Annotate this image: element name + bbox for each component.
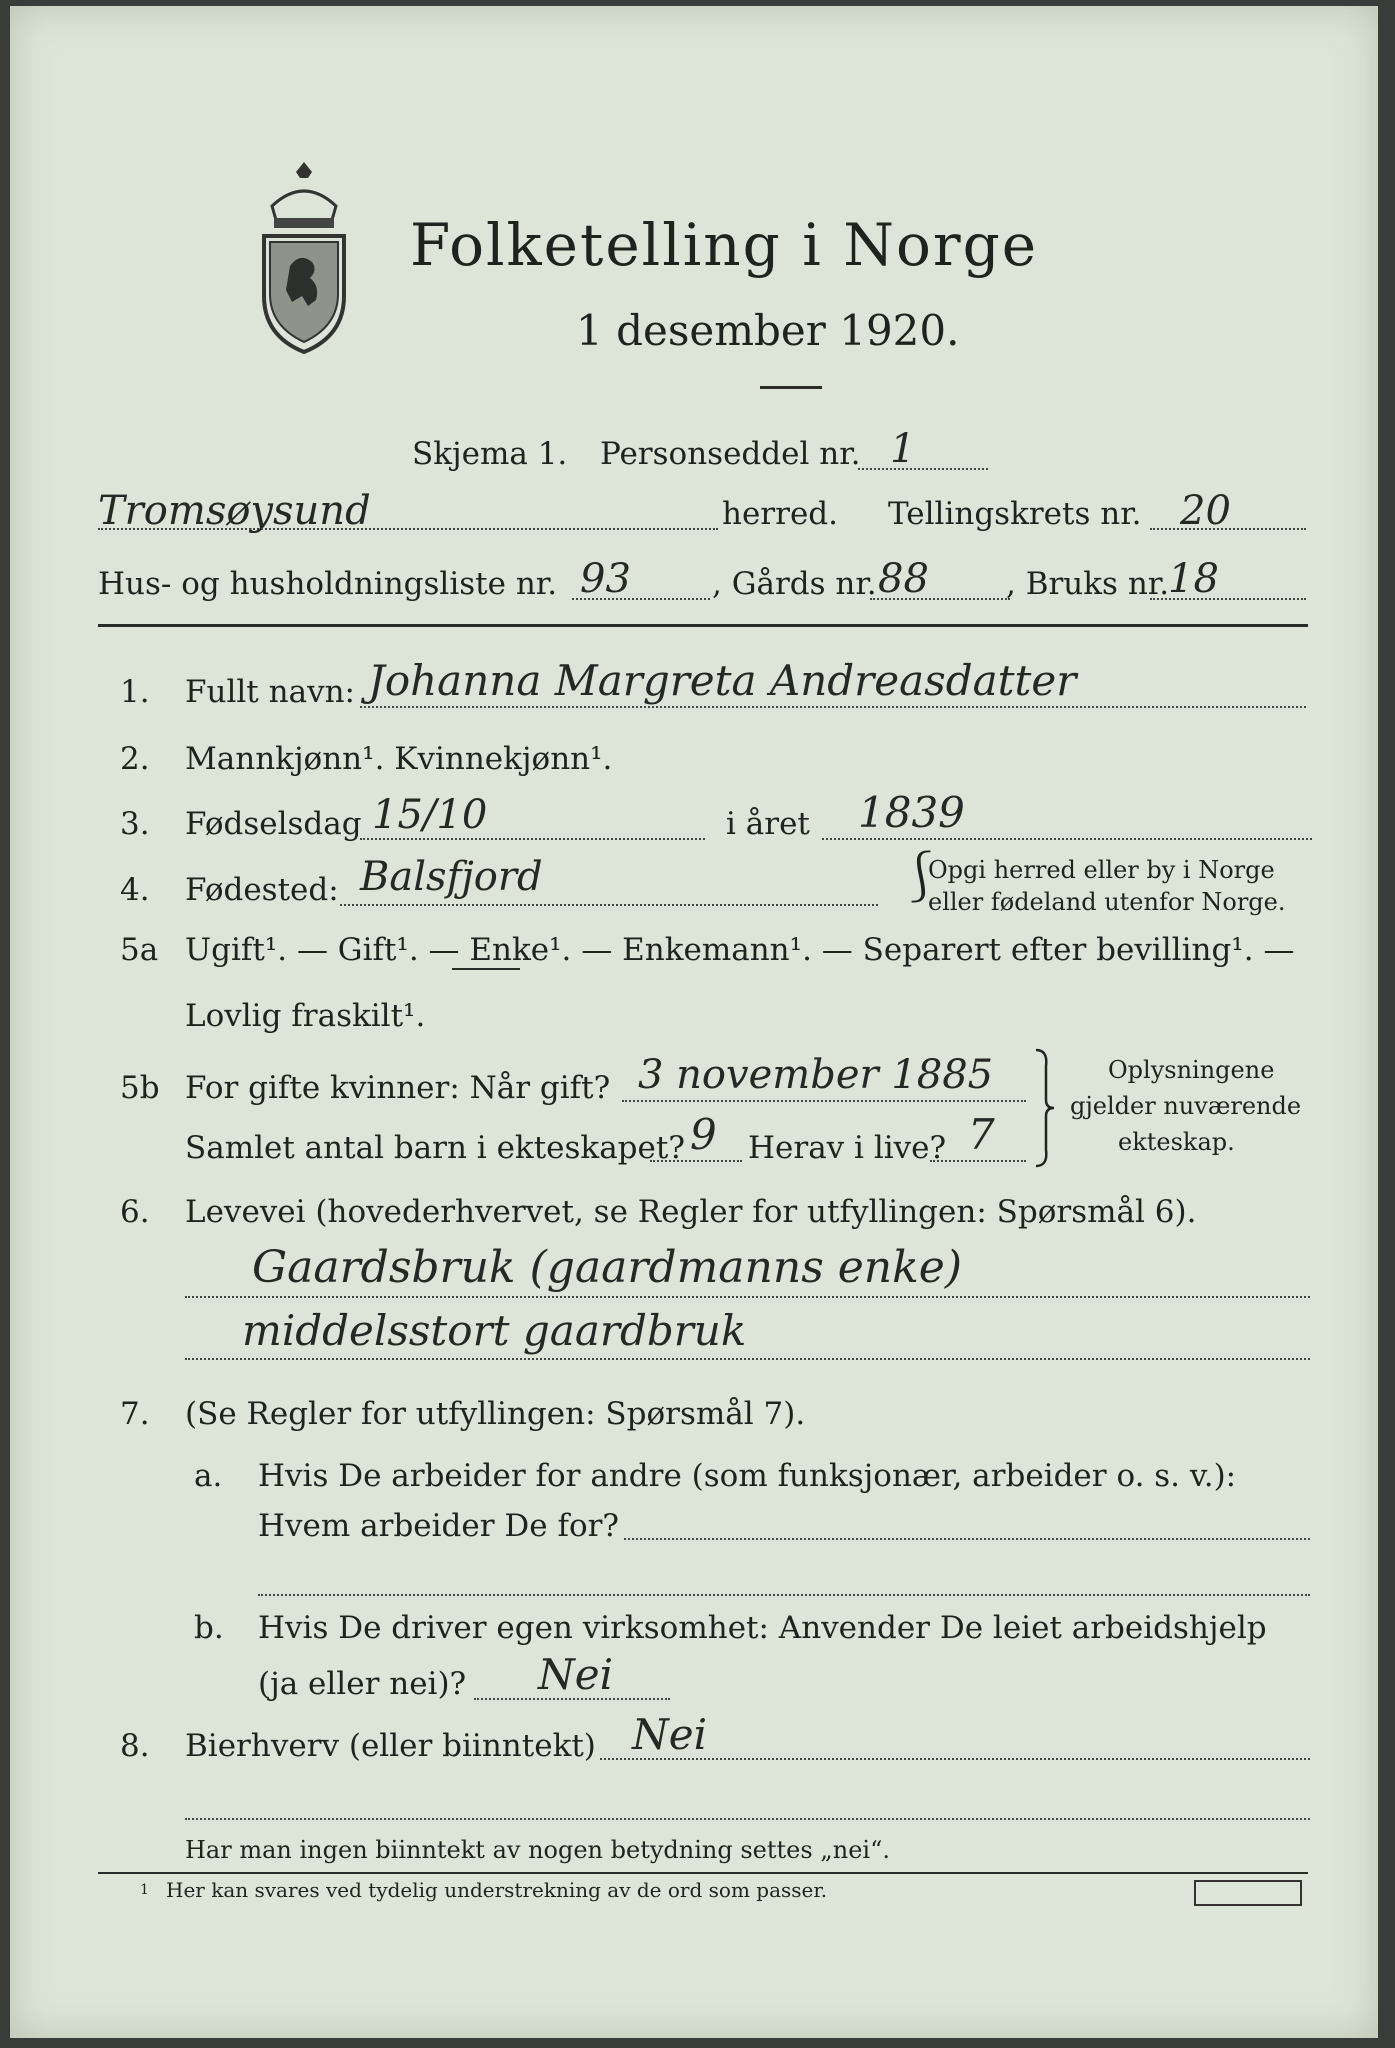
herred-value: Tromsøysund [98,488,371,534]
personseddel-value: 1 [890,426,916,472]
q1-field[interactable] [360,706,1306,708]
q5b-gift-value: 3 november 1885 [638,1052,994,1098]
hus-value: 93 [580,556,631,602]
q5b-ilive-field[interactable] [930,1160,1026,1162]
q5b-barn-field[interactable] [650,1160,742,1162]
footer-rule [98,1872,1308,1874]
q3-year-field[interactable] [822,838,1312,840]
q6-value-line-2: middelsstort gaardbruk [242,1306,747,1355]
q7-label: (Se Regler for utfyllingen: Spørsmål 7). [185,1396,806,1432]
q6-field-2[interactable] [185,1358,1310,1360]
q7a-field-2[interactable] [258,1594,1310,1596]
q5a-number: 5a [120,932,159,968]
herred-field[interactable] [98,528,718,530]
q8-field-2[interactable] [185,1818,1310,1820]
q3-year-label: i året [726,806,810,842]
q4-label: Fødested: [185,872,339,908]
q5b-number: 5b [120,1070,160,1106]
q4-brace: ⎰ [896,848,946,906]
q1-number: 1. [120,674,150,710]
q5b-note-1: Oplysningene [1108,1056,1275,1084]
form-title: Folketelling i Norge [410,211,1039,279]
q4-note-2: eller fødeland utenfor Norge. [928,888,1286,916]
q7b-value: Nei [538,1650,614,1699]
q3-field[interactable] [360,838,705,840]
gards-value: 88 [878,556,929,602]
q5a-line-1: Ugift¹. — Gift¹. — Enke¹. — Enkemann¹. — Separert efter bevilling¹. — [185,932,1295,968]
q5b-ilive-label: Herav i live? [748,1130,947,1166]
q4-value: Balsfjord [360,854,543,900]
form-date: 1 desember 1920. [576,306,960,355]
q4-field[interactable] [340,904,878,906]
tellingskrets-value: 20 [1180,488,1231,534]
q7-number: 7. [120,1396,150,1432]
q5b-gift-label: For gifte kvinner: Når gift? [185,1070,611,1106]
q6-number: 6. [120,1194,150,1230]
q7b-line-2: (ja eller nei)? [258,1666,467,1702]
printer-stamp [1194,1880,1302,1906]
hus-label: Hus- og husholdningsliste nr. [98,566,558,602]
q8-number: 8. [120,1728,150,1764]
q5a-line-2: Lovlig fraskilt¹. [185,998,426,1034]
header-rule [98,624,1308,627]
q7a-line-1: Hvis De arbeider for andre (som funksjonær, arbeider o. s. v.): [258,1458,1237,1494]
herred-label: herred. [722,496,838,532]
q7a-letter: a. [194,1458,223,1494]
footer-note: Har man ingen biinntekt av nogen betydning settes „nei“. [185,1836,890,1864]
q1-label: Fullt navn: [185,674,355,710]
gards-label: , Gårds nr. [712,566,877,602]
q4-note-1: Opgi herred eller by i Norge [928,856,1275,884]
q7a-line-2: Hvem arbeider De for? [258,1508,620,1544]
title-divider [760,386,822,389]
bruks-value: 18 [1168,556,1219,602]
q7b-line-1: Hvis De driver egen virksomhet: Anvender De leiet arbeidshjelp [258,1610,1267,1646]
q7a-field-1[interactable] [624,1538,1310,1540]
q5b-note-3: ekteskap. [1118,1128,1235,1156]
q6-label: Levevei (hovederhvervet, se Regler for utfyllingen: Spørsmål 6). [185,1194,1197,1230]
q8-label: Bierhverv (eller biinntekt) [185,1728,596,1764]
q1-value: Johanna Margreta Andreasdatter [368,656,1077,705]
bruks-label: , Bruks nr. [1006,566,1170,602]
q5b-ilive-value: 7 [968,1110,995,1159]
q8-value: Nei [632,1710,708,1759]
q5a-enke-underline [452,968,520,970]
q5b-barn-value: 9 [690,1110,717,1159]
q3-label: Fødselsdag [185,806,362,842]
footnote-text: Her kan svares ved tydelig understrekning av de ord som passer. [166,1878,828,1902]
footnote-mark: 1 [140,1882,149,1898]
q6-value-line-1: Gaardsbruk (gaardmanns enke) [252,1242,963,1293]
q5b-note-2: gjelder nuværende [1070,1092,1302,1120]
personseddel-field[interactable] [858,468,988,470]
q2-number: 2. [120,741,150,777]
q6-field-1[interactable] [185,1296,1310,1298]
q4-number: 4. [120,872,150,908]
q7b-letter: b. [194,1610,224,1646]
q3-number: 3. [120,806,150,842]
q3-year-value: 1839 [858,788,965,837]
tellingskrets-label: Tellingskrets nr. [888,496,1142,532]
q3-value: 15/10 [372,792,488,838]
q2-label: Mannkjønn¹. Kvinnekjønn¹. [185,741,613,777]
personseddel-label: Personseddel nr. [600,436,861,472]
norway-coat-of-arms-icon [250,156,358,356]
q5b-gift-field[interactable] [622,1100,1026,1102]
q5b-barn-label: Samlet antal barn i ekteskapet? [185,1130,685,1166]
q5b-brace-icon [1028,1046,1058,1170]
schema-label: Skjema 1. [412,436,568,472]
census-form [10,6,1378,2038]
